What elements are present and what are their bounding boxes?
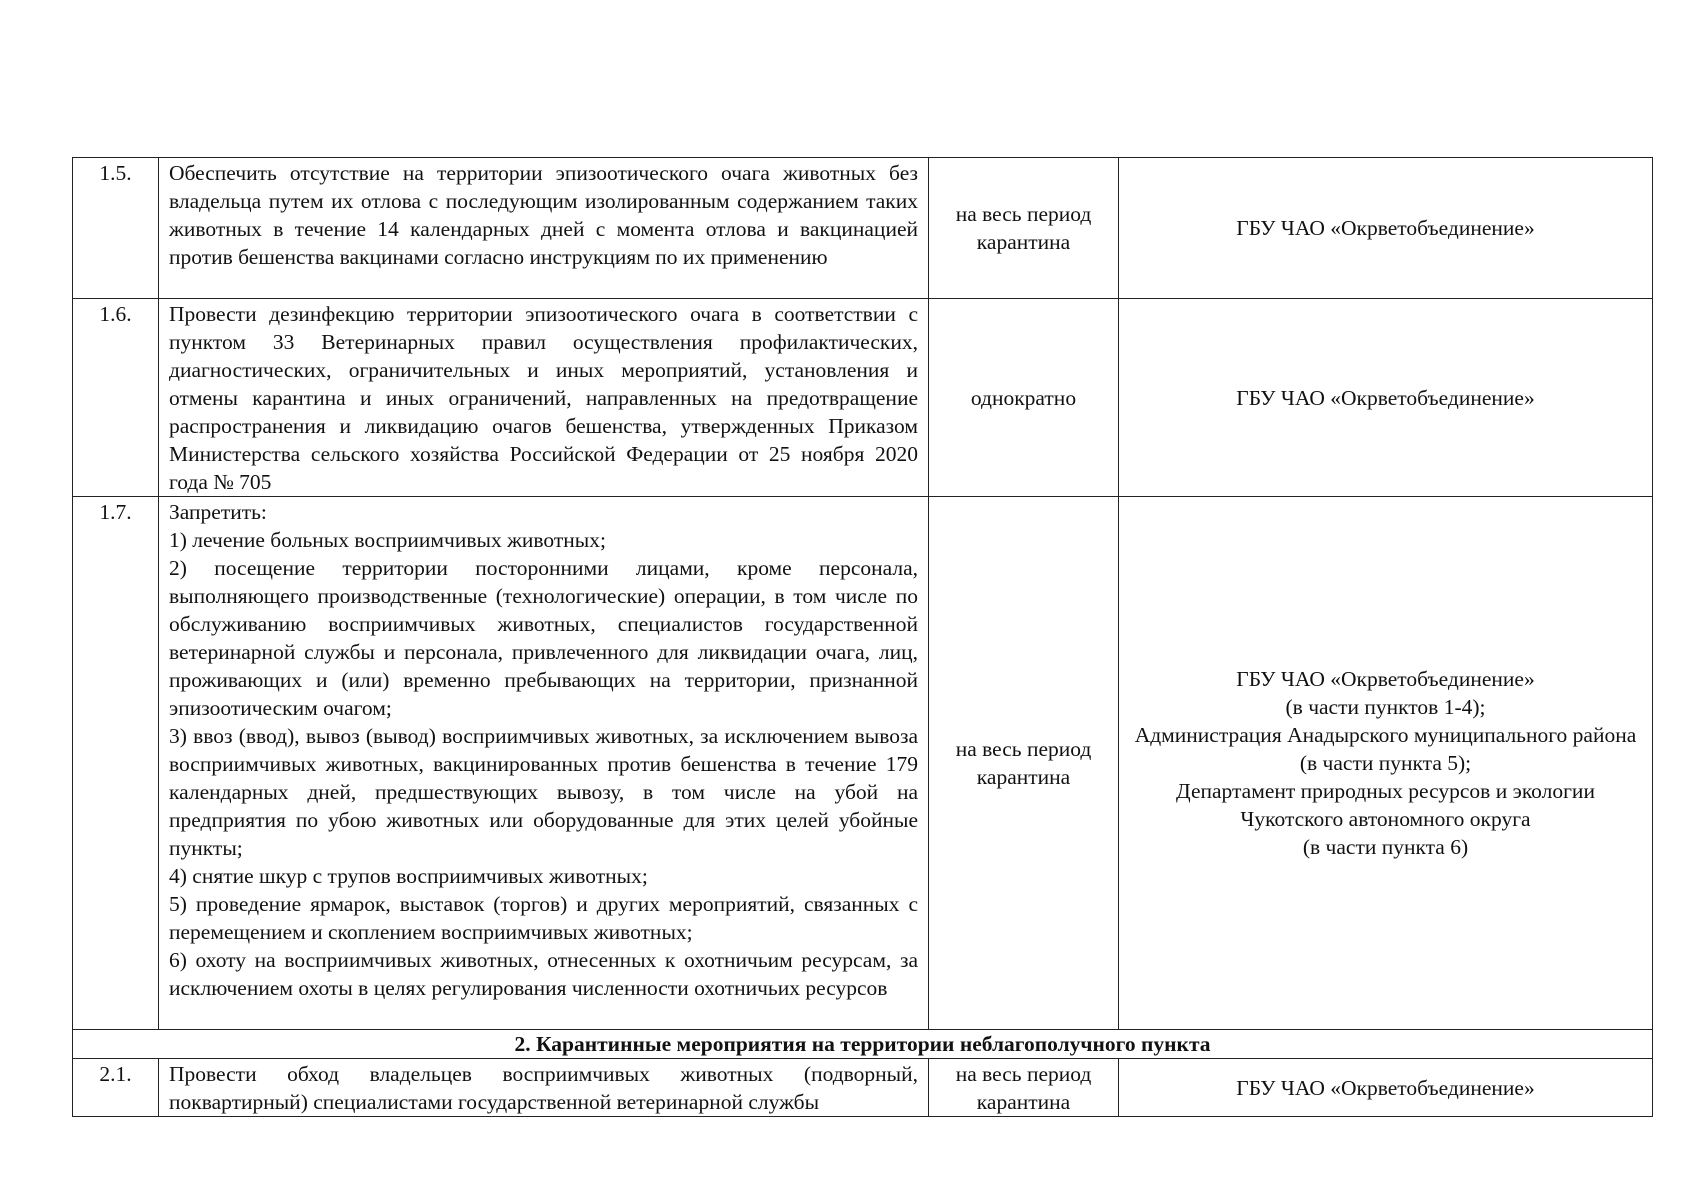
executor-line: (в части пунктов 1-4); [1285, 695, 1486, 719]
term-cell: на весь период карантина [929, 497, 1119, 1030]
table-row [73, 299, 1653, 497]
measure-paragraph: Обеспечить отсутствие на территории эпизоотического очага животных без владельца путем их отлова с последующим изолированным содержанием таких животных в течение 14 календарных дней с момента отлова и вакцинацией против бешенства вакцинами согласно инструкциям по их применению [169, 161, 918, 269]
table-row [73, 497, 1653, 1030]
measure-text [159, 158, 929, 299]
table-row [73, 158, 1653, 299]
measure-line-5: 5) проведение ярмарок, выставок (торгов) и других мероприятий, связанных с перемещением и скоплением восприимчивых животных; [169, 892, 918, 944]
row-number: 1.5. [73, 158, 159, 299]
executor-line: Администрация Анадырского муниципального района (в части пункта 5); [1134, 723, 1637, 775]
measure-line-4: 4) снятие шкур с трупов восприимчивых животных; [169, 864, 648, 888]
executor-line: (в части пункта 6) [1302, 835, 1469, 859]
executor-cell: ГБУ ЧАО «Окрветобъединение» [1119, 299, 1653, 497]
executor-line: ГБУ ЧАО «Окрветобъединение» [1236, 667, 1535, 691]
row-number: 1.7. [73, 497, 159, 1030]
section-header-row [73, 1030, 1653, 1059]
measure-line-1: 1) лечение больных восприимчивых животных; [169, 528, 606, 552]
measure-text [159, 299, 929, 497]
measure-text [159, 1059, 929, 1117]
measure-line-2: 2) посещение территории посторонними лицами, кроме персонала, выполняющего производственные (технологические) операции, в том числе по обслуживанию восприимчивых животных, специалистов государственной ветеринарной службы и персонала, привлеченного для ликвидации очага, лиц, проживающих и (или) временно пребывающих на территории, признанной эпизоотическим очагом; [169, 556, 918, 720]
section-title: 2. Карантинные мероприятия на территории неблагополучного пункта [73, 1030, 1653, 1059]
term-cell: на весь период карантина [929, 1059, 1119, 1117]
measure-line-3: 3) ввоз (ввод), вывоз (вывод) восприимчивых животных, за исключением вывоза восприимчивых животных, вакцинированных против бешенства в течение 179 календарных дней, предшествующих вывозу, в том числе на убой на предприятия по убою животных или оборудованные для этих целей убойные пункты; [169, 724, 918, 860]
measure-text [159, 497, 929, 1030]
measures-table [72, 157, 1653, 1117]
row-number: 1.6. [73, 299, 159, 497]
executor-cell: ГБУ ЧАО «Окрветобъединение» [1119, 1059, 1653, 1117]
measure-paragraph: Провести дезинфекцию территории эпизоотического очага в соответствии с пунктом 33 Ветеринарных правил осуществления профилактических, диагностических, ограничительных и иных мероприятий, установления и отмены карантина и иных ограничений, направленных на предотвращение распространения и ликвидацию очагов бешенства, утвержденных Приказом Министерства сельского хозяйства Российской Федерации от 25 ноября 2020 года № 705 [169, 302, 918, 494]
measure-line-heading: Запретить: [169, 500, 267, 524]
table-row [73, 1059, 1653, 1117]
term-cell: на весь период карантина [929, 158, 1119, 299]
measure-line-6: 6) охоту на восприимчивых животных, отнесенных к охотничьим ресурсам, за исключением охоты в целях регулирования численности охотничьих ресурсов [169, 948, 918, 1000]
row-number: 2.1. [73, 1059, 159, 1117]
executor-cell [1119, 497, 1653, 1030]
executor-line: Департамент природных ресурсов и экологии Чукотского автономного округа [1176, 779, 1595, 831]
measure-paragraph: Провести обход владельцев восприимчивых животных (подворный, поквартирный) специалистами государственной ветеринарной службы [169, 1062, 918, 1114]
term-cell: однократно [929, 299, 1119, 497]
executor-cell: ГБУ ЧАО «Окрветобъединение» [1119, 158, 1653, 299]
